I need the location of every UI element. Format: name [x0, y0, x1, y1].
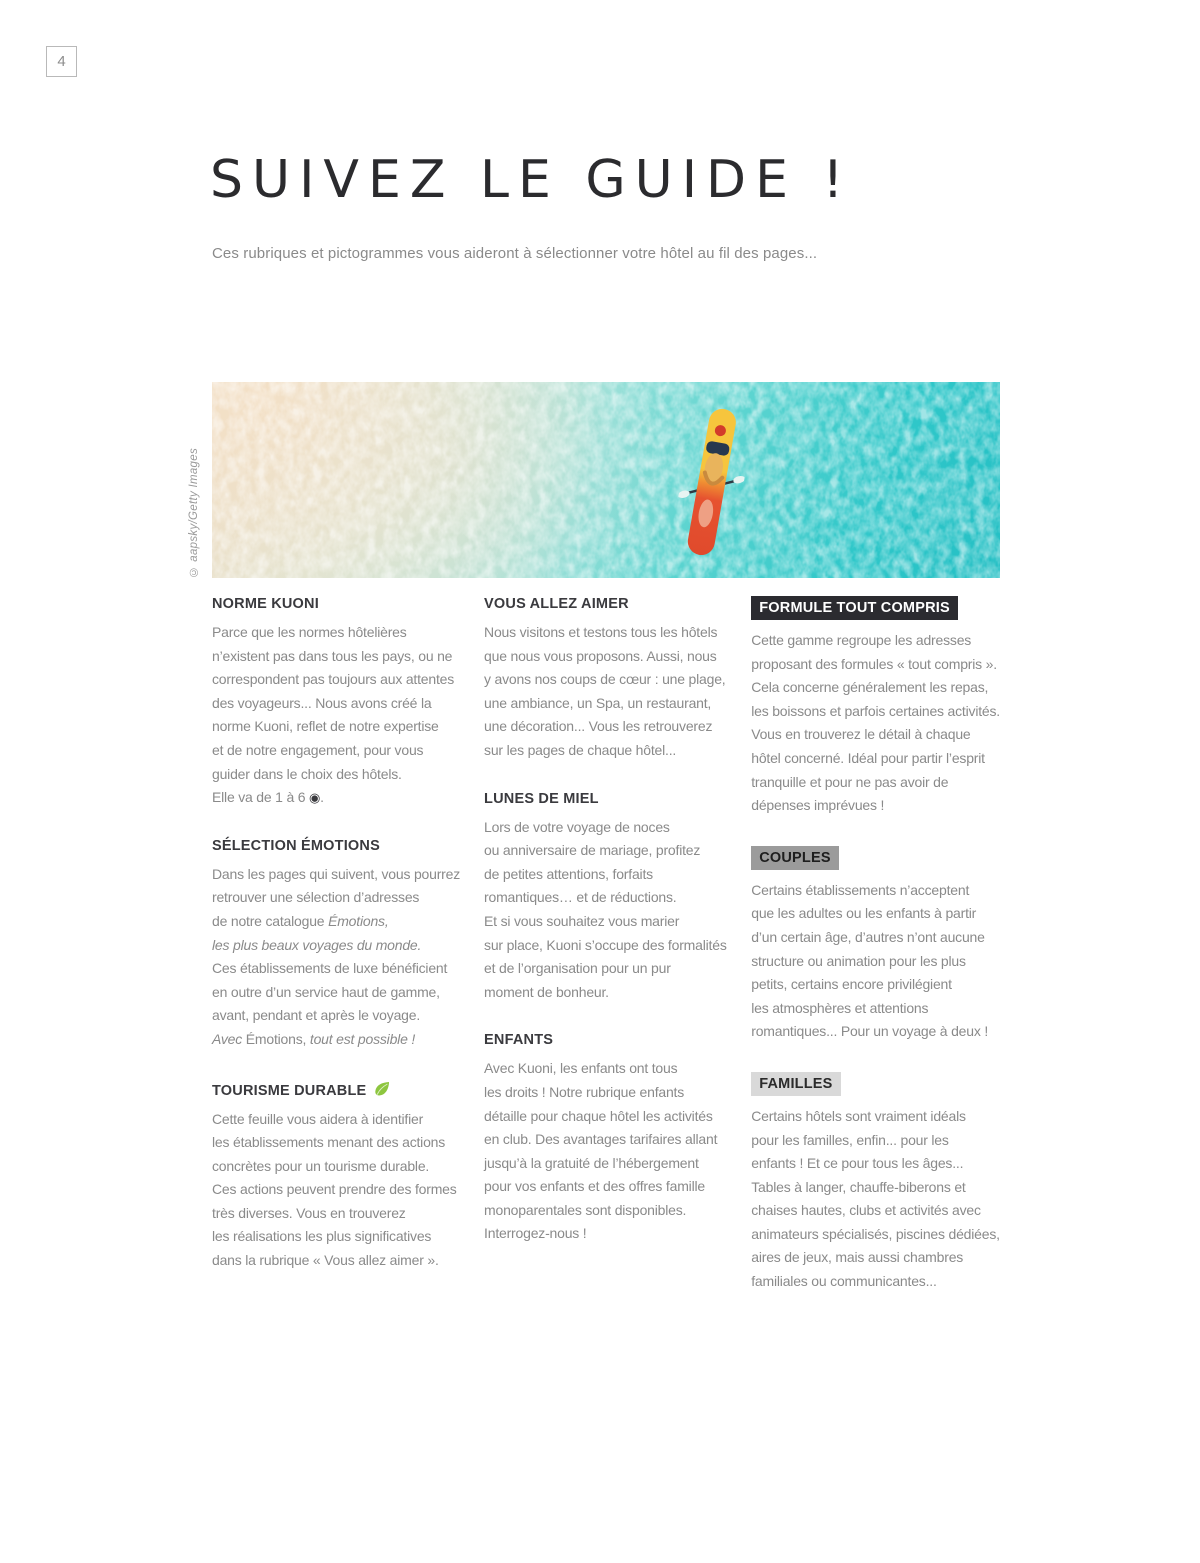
section-formule-tout-compris — [751, 596, 1000, 818]
page-number: 4 — [57, 53, 66, 70]
section-heading-label: COUPLES — [759, 849, 831, 866]
section-heading-couples — [751, 846, 839, 870]
norme-level-icon: ◉ — [309, 790, 321, 806]
section-enfants — [484, 1032, 727, 1246]
section-couples — [751, 846, 1000, 1044]
leaf-icon — [372, 1080, 391, 1099]
section-heading-selection-emotions — [212, 838, 460, 854]
section-vous-allez-aimer — [484, 596, 727, 763]
section-body: Avec Kuoni, les enfants ont tous les droits ! Notre rubrique enfants détaille pour chaque hôtel les activités en club. Des avantages tarifaires allant jusqu’à la gratuité de l’hébergement pour vos enfants et des offres famille monoparentales sont disponibles. Interrogez-nous ! — [484, 1060, 718, 1242]
section-heading-tourisme-durable — [212, 1080, 460, 1099]
section-familles — [751, 1072, 1000, 1294]
section-heading-familles — [751, 1072, 840, 1096]
section-heading-label: LUNES DE MIEL — [484, 790, 599, 807]
section-heading-label: TOURISME DURABLE — [212, 1082, 367, 1099]
page-subtitle: Ces rubriques et pictogrammes vous aideront à sélectionner votre hôtel au fil des pages... — [212, 245, 818, 262]
column-2 — [484, 596, 727, 1246]
section-heading-lunes-de-miel — [484, 791, 727, 807]
guide-columns — [212, 596, 1000, 1294]
section-heading-label: FORMULE TOUT COMPRIS — [759, 600, 950, 616]
turquoise-water-photo — [212, 382, 1000, 578]
column-1 — [212, 596, 460, 1273]
section-body: Dans les pages qui suivent, vous pourrez retrouver une sélection d’adresses de notre catalogue Émotions, les plus beaux voyages du monde. Ces établissements de luxe bénéficient en outre d’un service haut de gamme, avant, pendant et après le voyage. Avec Émotions, tout est possible ! — [212, 865, 461, 1047]
section-body: Parce que les normes hôtelières n’existent pas dans tous les pays, ou ne correspondent pas toujours aux attentes des voyageurs... Nous avons créé la norme Kuoni, reflet de notre expertise et de notre engagement, pour vous guider dans le choix des hôtels. Elle va de 1 à 6 ◉. — [212, 624, 455, 806]
page-number-badge — [46, 46, 77, 77]
section-heading-label: VOUS ALLEZ AIMER — [484, 596, 629, 612]
section-heading-label: NORME KUONI — [212, 596, 319, 612]
section-heading-norme-kuoni — [212, 596, 460, 612]
section-body: Certains hôtels sont vraiment idéals pour les familles, enfin... pour les enfants ! Et ce pour tous les âges... Tables à langer, chauffe-biberons et chaises hautes, clubs et activités avec animateurs spécialisés, piscines dédiées, aires de jeux, mais aussi chambres familiales ou communicantes... — [751, 1107, 1000, 1290]
column-3 — [751, 596, 1000, 1294]
section-body: Lors de votre voyage de noces ou anniversaire de mariage, profitez de petites attentions, forfaits romantiques… et de réductions. Et si vous souhaitez vous marier sur place, Kuoni s’occupe des formalités et de l’organisation pour un pur moment de bonheur. — [484, 818, 727, 1000]
photo-credit: © aapsky/Getty Images — [188, 448, 200, 578]
section-body: Nous visitons et testons tous les hôtels que nous vous proposons. Aussi, nous y avons nos coups de cœur : une plage, une ambiance, un Spa, un restaurant, une décoration... Vous les retrouverez sur les pages de chaque hôtel... — [484, 624, 726, 758]
water-foam-texture — [212, 382, 1000, 578]
section-heading-vous-allez-aimer — [484, 596, 727, 612]
section-body: Cette feuille vous aidera à identifier les établissements menant des actions concrètes pour un tourisme durable. Ces actions peuvent prendre des formes très diverses. Vous en trouverez les réalisations les plus significatives dans la rubrique « Vous allez aimer ». — [212, 1110, 457, 1269]
section-heading-label: FAMILLES — [759, 1075, 833, 1092]
section-body: Certains établissements n’acceptent que les adultes ou les enfants à partir d’un certain âge, d’autres n’ont aucune structure ou animation pour les plus petits, certains encore privilégient les atmosphères et attentions romantiques... Pour un voyage à deux ! — [751, 881, 989, 1040]
section-heading-label: SÉLECTION ÉMOTIONS — [212, 837, 380, 854]
section-lunes-de-miel — [484, 791, 727, 1005]
section-tourisme-durable — [212, 1080, 460, 1273]
section-norme-kuoni — [212, 596, 460, 810]
section-body: Cette gamme regroupe les adresses proposant des formules « tout compris ». Cela concerne généralement les repas, les boissons et parfois certaines activités. Vous en trouverez le détail à chaque hôtel concerné. Idéal pour partir l’esprit tranquille et pour ne pas avoir de dépenses imprévues ! — [751, 632, 1000, 814]
hero-photo — [188, 382, 1000, 578]
section-heading-enfants — [484, 1032, 727, 1048]
section-heading-label: ENFANTS — [484, 1032, 554, 1049]
section-selection-emotions — [212, 838, 460, 1052]
section-heading-formule-tout-compris — [751, 596, 958, 620]
page-title: SUIVEZ LE GUIDE ! — [210, 150, 853, 210]
